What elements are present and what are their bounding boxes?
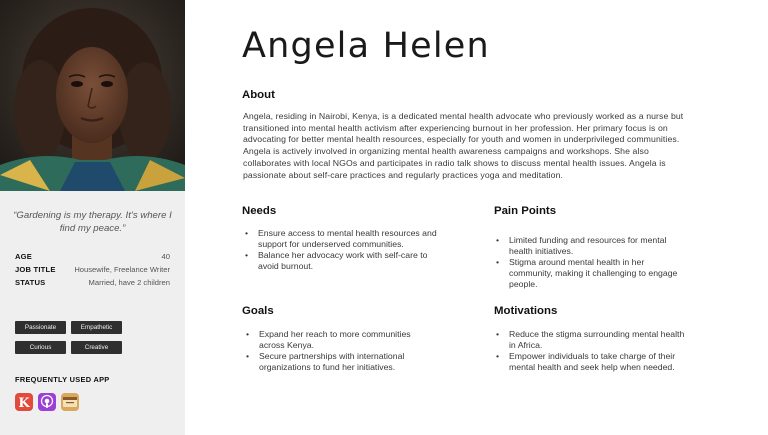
list-item: • Ensure access to mental health resources and support for underserved communities. <box>243 228 443 250</box>
info-label: AGE <box>15 252 33 261</box>
trait-tag: Curious <box>15 341 66 354</box>
info-label: STATUS <box>15 278 46 287</box>
goals-heading: Goals <box>242 305 274 317</box>
pain-points-list <box>494 235 689 290</box>
needs-heading: Needs <box>242 205 277 217</box>
list-item: • Empower individuals to take charge of their mental health and seek help when needed. <box>494 351 689 373</box>
trait-tag: Empathetic <box>71 321 122 334</box>
book-app-icon[interactable] <box>61 393 79 411</box>
persona-name: Angela Helen <box>242 26 490 66</box>
info-value: 40 <box>161 252 170 261</box>
info-row-status <box>15 278 170 287</box>
about-text: Angela, residing in Nairobi, Kenya, is a dedicated mental health advocate who previously worked as a nurse but transitioned into mental health activism after experiencing burnout in her profession. Her primary focus is on advocating for better mental health resources, especially for youth and women in underprivileged communities. Angela is actively involved in organizing mental health awareness campaigns and workshops. She also collaborates with local NGOs and participates in radio talk shows to discuss mental health issues. Angela is passionate about self-care practices and regularly practices yoga and meditation. <box>243 111 684 180</box>
list-item: • Expand her reach to more communities across Kenya. <box>244 329 434 351</box>
podcasts-icon[interactable] <box>38 393 56 411</box>
motivations-list <box>494 329 689 373</box>
about-heading: About <box>242 89 275 101</box>
goals-list <box>244 329 434 373</box>
pain-points-heading: Pain Points <box>494 205 557 217</box>
info-row-age <box>15 252 170 261</box>
list-item: • Secure partnerships with international organizations to fund her initiatives. <box>244 351 434 373</box>
kindle-style-app-icon[interactable] <box>15 393 33 411</box>
motivations-heading: Motivations <box>494 305 558 317</box>
trait-tag: Passionate <box>15 321 66 334</box>
info-value: Married, have 2 children <box>88 278 170 287</box>
persona-sidebar <box>0 0 185 435</box>
list-item: • Limited funding and resources for mental health initiatives. <box>494 235 689 257</box>
apps-title: FREQUENTLY USED APP <box>15 375 110 384</box>
list-item: • Balance her advocacy work with self-care to avoid burnout. <box>243 250 443 272</box>
needs-list <box>243 228 443 272</box>
list-item: • Reduce the stigma surrounding mental health in Africa. <box>494 329 689 351</box>
svg-text:K: K <box>18 396 30 411</box>
persona-quote: “Gardening is my therapy. It’s where I find my peace.” <box>13 210 172 234</box>
info-row-job-title <box>15 265 170 274</box>
info-label: JOB TITLE <box>15 265 56 274</box>
info-value: Housewife, Freelance Writer <box>74 265 170 274</box>
list-item: • Stigma around mental health in her community, making it challenging to engage people. <box>494 257 689 290</box>
trait-tag: Creative <box>71 341 122 354</box>
persona-photo <box>0 0 185 191</box>
portrait-image <box>0 0 185 191</box>
